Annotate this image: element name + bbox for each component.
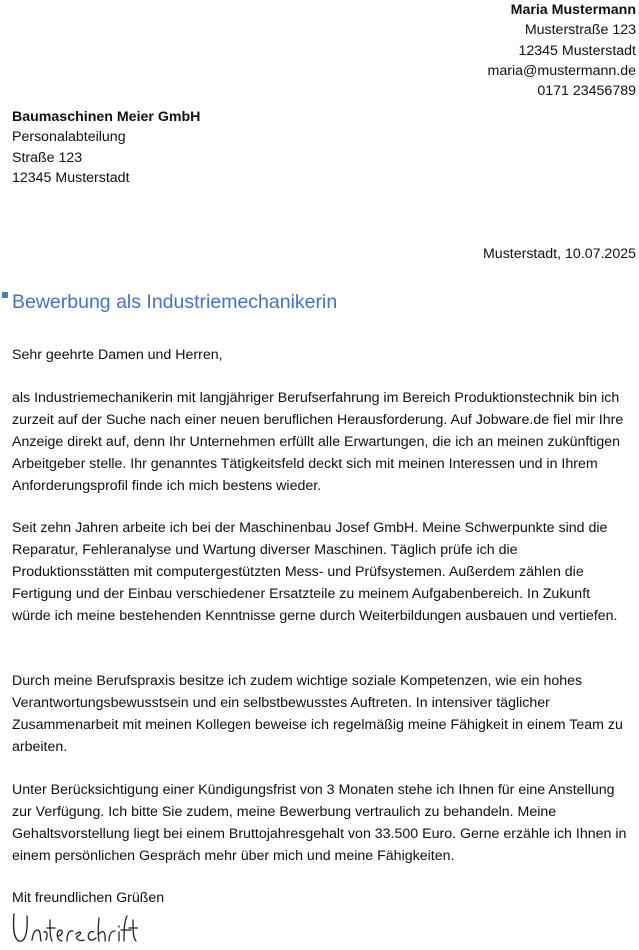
paragraph-availability xyxy=(12,780,632,868)
paragraph-experience xyxy=(12,518,632,628)
sender-city: 12345 Musterstadt xyxy=(518,42,636,59)
signature xyxy=(10,908,138,948)
letter-date: Musterstadt, 10.07.2025 xyxy=(482,246,636,262)
sender-email: maria@mustermann.de xyxy=(487,62,636,79)
recipient-city: 12345 Musterstadt xyxy=(12,169,130,186)
sender-phone: 0171 23456789 xyxy=(537,83,636,100)
subject-line xyxy=(0,288,639,318)
recipient-street: Straße 123 xyxy=(12,149,83,166)
sender-street: Musterstraße 123 xyxy=(524,22,636,39)
paragraph-competences xyxy=(12,671,632,759)
sender-block xyxy=(488,0,636,101)
subject-title: Bewerbung als Industriemechanikerin xyxy=(12,291,338,313)
paragraph-text: Unter Berücksichtigung einer Kündigungsfrist von 3 Monaten stehe ich Ihnen für eine Anstellung zur Verfügung. Ich bitte Sie zudem, meine Bewerbung vertraulich zu behandeln. Meine Gehaltsvorstellung liegt bei einem Bruttojahresgehalt von 33.500 Euro. Gerne erzähle ich Ihnen in einem persönlichen Gespräch mehr über mich und meine Fähigkeiten. xyxy=(12,782,627,864)
subject-marker xyxy=(2,292,8,298)
recipient-company: Baumaschinen Meier GmbH xyxy=(12,109,201,125)
salutation: Sehr geehrte Damen und Herren, xyxy=(12,347,223,363)
paragraph-text: Seit zehn Jahren arbeite ich bei der Maschinenbau Josef GmbH. Meine Schwerpunkte sind die Reparatur, Fehleranalyse und Wartung diverser Maschinen. Täglich prüfe ich die Produktionsstätten mit computergestützten Mess- und Prüfsystemen. Außerdem zählen die Fertigung und der Einbau verschiedener Ersatzteile zu meinem Aufgabenbereich. In Zukunft würde ich meine bestehenden Kenntnisse gerne durch Weiterbildungen ausbauen und vertiefen. xyxy=(12,520,618,624)
recipient-block xyxy=(12,107,200,188)
closing: Mit freundlichen Grüßen xyxy=(12,890,165,906)
paragraph-text: Durch meine Berufspraxis besitze ich zudem wichtige soziale Kompetenzen, wie ein hohes Verantwortungsbewusstsein und ein selbstbewusstes Auftreten. In intensiver täglicher Zusammenarbeit mit meinen Kollegen beweise ich regelmäßig meine Fähigkeit in einem Team zu arbeiten. xyxy=(12,673,623,755)
recipient-department: Personalabteilung xyxy=(12,129,126,146)
paragraph-text: als Industriemechanikerin mit langjähriger Berufserfahrung im Bereich Produktionstechnik bin ich zurzeit auf der Suche nach einer neuen beruflichen Herausforderung. Auf Jobware.de fiel mir Ihre Anzeige direkt auf, denn Ihr Unternehmen erfüllt alle Erwartungen, die ich an meinen zukünftigen Arbeitgeber stelle. Ihr genanntes Tätigkeitsfeld deckt sich mit meinen Interessen und in Ihrem Anforderungsprofil finde ich mich bestens wieder. xyxy=(12,390,624,494)
paragraph-intro xyxy=(12,388,632,498)
sender-name: Maria Mustermann xyxy=(510,2,636,18)
